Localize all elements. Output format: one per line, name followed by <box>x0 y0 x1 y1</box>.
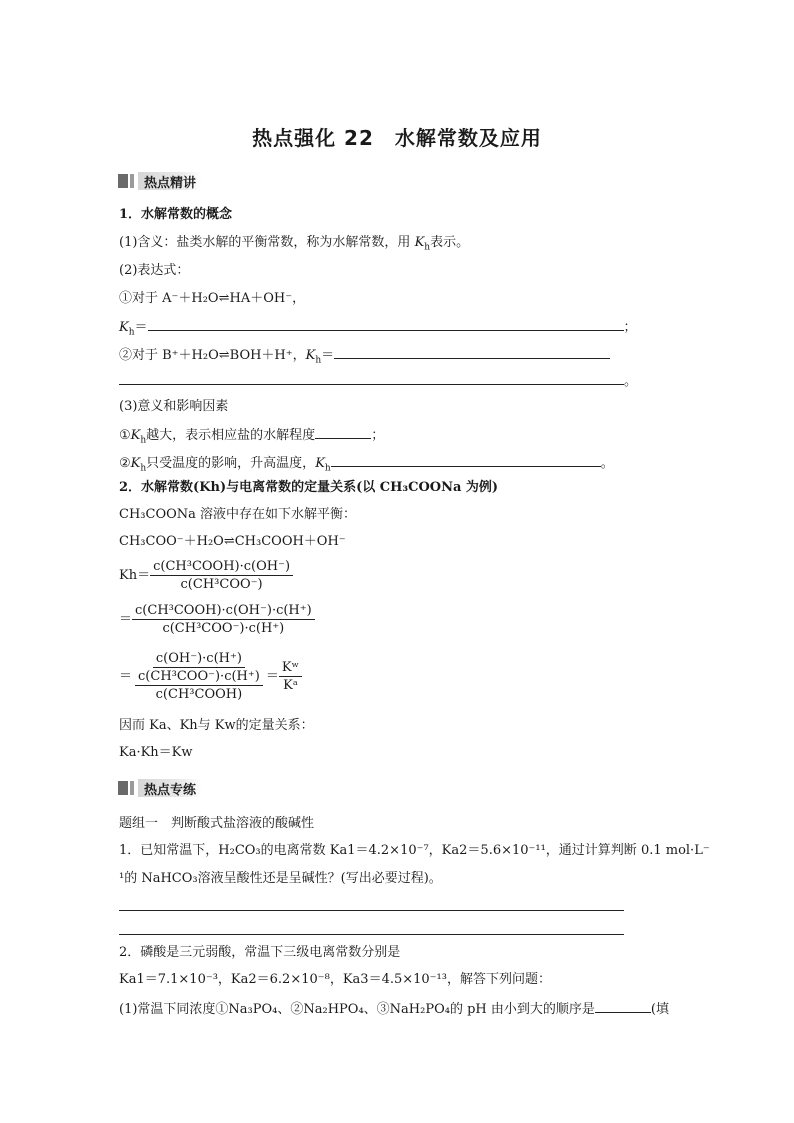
text-case-b-equation: ②对于 B⁺＋H₂O⇌BOH＋H⁺， <box>119 348 306 363</box>
fraction-denominator: c(CH³COO⁻)·c(H⁺) <box>162 621 285 636</box>
equals-sign: ＝ <box>321 348 335 363</box>
fraction-kw-ka <box>279 659 302 694</box>
formula-kh-3 <box>119 650 302 703</box>
nested-numerator: c(CH³COO⁻)·c(H⁺) <box>135 668 263 686</box>
heading-concept: 1．水解常数的概念 <box>119 207 233 222</box>
fraction <box>150 558 293 593</box>
kh-symbol: K <box>414 235 425 250</box>
punctuation: ； <box>623 320 637 335</box>
nested-fraction <box>135 668 263 703</box>
fraction-numerator: c(CH³COOH)·c(OH⁻)·c(H⁺) <box>132 602 315 620</box>
punctuation: 。 <box>600 456 614 471</box>
answer-blank[interactable] <box>595 998 651 1013</box>
formula-relation: Ka·Kh＝Kw <box>119 745 193 760</box>
kh-symbol: K <box>130 428 141 443</box>
text-meaning-2-body: 只受温度的影响，升高温度， <box>146 456 316 471</box>
kh-subscript: h <box>140 463 147 474</box>
section-header-practice <box>118 779 202 797</box>
formula-kh-2 <box>119 602 315 637</box>
question-1-line-2: ¹的 NaHCO₃溶液呈酸性还是呈碱性？(写出必要过程)。 <box>119 871 442 886</box>
text-definition-part: (1)含义：盐类水解的平衡常数，称为水解常数，用 <box>119 235 415 250</box>
fraction <box>132 650 266 703</box>
kh-subscript: h <box>315 355 322 366</box>
answer-blank[interactable] <box>315 424 371 439</box>
fraction <box>132 602 315 637</box>
text-meaning-1-body: 越大，表示相应盐的水解程度 <box>146 428 316 443</box>
formula-lhs: ＝ <box>119 612 133 627</box>
text-case-a: ①对于 A⁻＋H₂O⇌HA＋OH⁻， <box>119 291 306 306</box>
text-case-b <box>119 344 610 370</box>
question-1-line-1: 1．已知常温下，H₂CO₃的电离常数 Ka1＝4.2×10⁻⁷，Ka2＝5.6×10⁻¹¹，通过计算判断 0.1 mol·L⁻ <box>119 843 710 858</box>
page-title: 热点强化 22 水解常数及应用 <box>252 126 542 150</box>
section-header-lecture <box>118 172 202 190</box>
fraction-numerator: c(CH³COOH)·c(OH⁻) <box>150 558 293 576</box>
heading-relation: 2．水解常数(Kh)与电离常数的定量关系(以 CH₃COONa 为例) <box>119 480 499 495</box>
answer-blank[interactable] <box>119 370 624 385</box>
question-2-line-1: 2．磷酸是三元弱酸，常温下三级电离常数分别是 <box>119 945 401 960</box>
answer-line-kh-a <box>119 316 637 342</box>
equals-sign: ＝ <box>265 669 279 684</box>
punctuation: ； <box>371 428 385 443</box>
text-meaning-2 <box>119 452 614 478</box>
section-marker-icon <box>118 174 128 188</box>
kh-subscript: h <box>324 463 331 474</box>
question-2-part-1-end: (填 <box>650 1002 669 1017</box>
text-expression-heading: (2)表达式： <box>119 263 190 278</box>
text-hydrolysis-equation: CH₃COO⁻＋H₂O⇌CH₃COOH＋OH⁻ <box>119 534 346 549</box>
fraction-denominator: c(CH³COO⁻) <box>180 577 263 592</box>
fraction-denominator: Kᵃ <box>283 678 298 693</box>
text-meaning-heading: (3)意义和影响因素 <box>119 399 229 414</box>
fraction-denominator <box>132 668 266 703</box>
question-2-line-2: Ka1＝7.1×10⁻³，Ka2＝6.2×10⁻⁸，Ka3＝4.5×10⁻¹³，解答下列问题： <box>119 972 551 987</box>
formula-lhs: ＝ <box>119 669 133 684</box>
formula-lhs: Kh＝ <box>119 568 151 583</box>
answer-line[interactable] <box>119 934 624 935</box>
equals-sign: ＝ <box>134 320 148 335</box>
text-relation-intro: 因而 Ka、Kh与 Kw的定量关系： <box>119 718 314 733</box>
kh-subscript: h <box>424 242 431 253</box>
kh-subscript: h <box>128 327 135 338</box>
kh-symbol: K <box>130 456 141 471</box>
text-definition-end: 表示。 <box>430 235 470 250</box>
answer-blank[interactable] <box>334 344 610 359</box>
punctuation: 。 <box>624 374 638 389</box>
question-2-part-1 <box>119 998 669 1019</box>
circled-number: ② <box>119 456 131 471</box>
kh-symbol: K <box>305 348 316 363</box>
circled-number: ① <box>119 428 131 443</box>
answer-line-continued <box>119 370 637 391</box>
fraction-numerator: c(OH⁻)·c(H⁺) <box>153 650 245 668</box>
kh-subscript: h <box>140 435 147 446</box>
kh-symbol: K <box>315 456 325 471</box>
question-2-part-1-text: (1)常温下同浓度①Na₃PO₄、②Na₂HPO₄、③NaH₂PO₄的 pH 由小到大的顺序是 <box>119 1002 595 1017</box>
answer-blank[interactable] <box>331 452 601 467</box>
section-title-lecture: 热点精讲 <box>138 172 202 190</box>
formula-kh-1 <box>119 558 293 593</box>
question-group-title: 题组一 判断酸式盐溶液的酸碱性 <box>119 816 315 831</box>
text-meaning-1 <box>119 424 384 450</box>
text-definition <box>119 234 469 257</box>
text-hydrolysis-intro: CH₃COONa 溶液中存在如下水解平衡： <box>119 507 357 522</box>
fraction-numerator: Kʷ <box>279 659 302 677</box>
nested-denominator: c(CH³COOH) <box>155 687 243 702</box>
section-marker-stripe-icon <box>130 174 134 188</box>
answer-blank[interactable] <box>148 316 624 331</box>
section-title-practice: 热点专练 <box>138 779 202 797</box>
section-marker-icon <box>118 781 128 795</box>
section-marker-stripe-icon <box>130 781 134 795</box>
answer-line[interactable] <box>119 910 624 911</box>
kh-symbol: K <box>119 320 129 335</box>
